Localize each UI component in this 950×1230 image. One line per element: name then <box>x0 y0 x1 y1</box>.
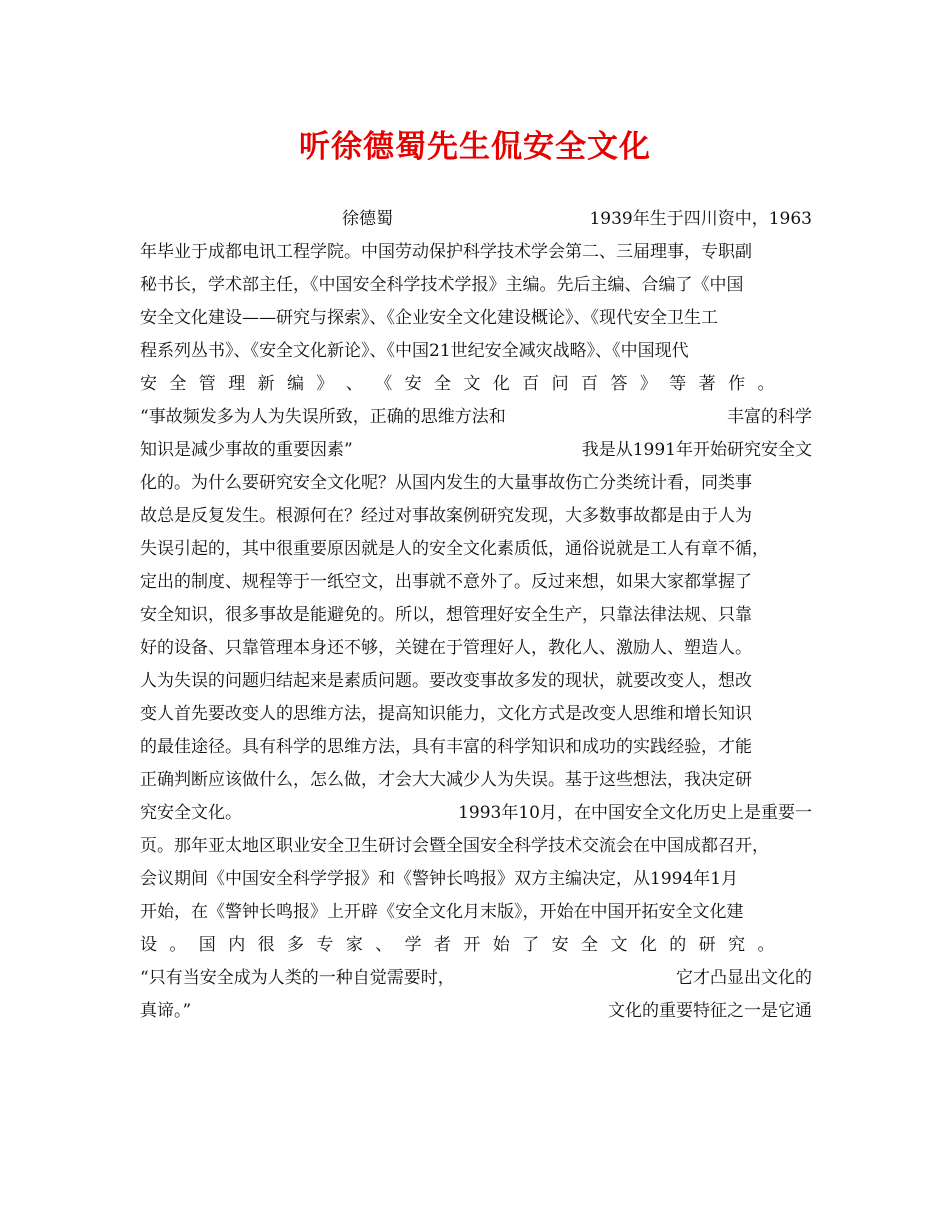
text-line: 化的。为什么要研究安全文化呢？从国内发生的大量事故伤亡分类统计看，同类事 <box>140 473 752 493</box>
text-line <box>140 434 812 467</box>
text-line: 安全文化建设——研究与探索》、《企业安全文化建设概论》、《现代安全卫生工 <box>140 308 718 328</box>
author-name: 徐德蜀 <box>342 209 393 229</box>
text-segment: 1993年10月，在中国安全文化历史上是重要一 <box>458 803 812 823</box>
text-line: 的最佳途径。具有科学的思维方法，具有丰富的科学知识和成功的实践经验，才能 <box>140 737 752 757</box>
text-line: 设 。 国 内 很 多 专 家 、 学 者 开 始 了 安 全 文 化 的 研 究 。 <box>140 935 775 955</box>
text-segment: 1939年生于四川资中，1963 <box>589 209 812 229</box>
text-line: 好的设备、只靠管理本身还不够，关键在于管理好人，教化人、激励人、塑造人。 <box>140 638 752 658</box>
quote-text: 它才凸显出文化的 <box>676 968 812 988</box>
text-segment: 文化的重要特征之一是它通 <box>608 1001 812 1021</box>
quote-text: 知识是减少事故的重要因素” <box>140 440 353 460</box>
text-line: 秘书长，学术部主任，《中国安全科学技术学报》主编。先后主编、合编了《中国 <box>140 275 744 295</box>
text-line <box>140 797 812 830</box>
text-line: 页。那年亚太地区职业安全卫生研讨会暨全国安全科学技术交流会在中国成都召开， <box>140 836 769 856</box>
text-line: 正确判断应该做什么，怎么做，才会大大减少人为失误。基于这些想法，我决定研 <box>140 770 752 790</box>
quote-text: 丰富的科学 <box>727 407 812 427</box>
quote-text: 真谛。” <box>140 1001 192 1021</box>
text-line: 安 全 管 理 新 编 》 、 《 安 全 文 化 百 问 百 答 》 等 著 作 。 <box>140 374 775 394</box>
text-line: 会议期间《中国安全科学学报》和《警钟长鸣报》双方主编决定，从1994年1月 <box>140 869 739 889</box>
text-line <box>140 203 812 236</box>
quote-text: “只有当安全成为人类的一种自觉需要时， <box>140 968 455 988</box>
text-line: 程系列丛书》、《安全文化新论》、《中国21世纪安全减灾战略》、《中国现代 <box>140 341 689 361</box>
quote-text: “事故频发多为人为失误所致，正确的思维方法和 <box>140 407 506 427</box>
text-line: 人为失误的问题归结起来是素质问题。要改变事故多发的现状，就要改变人，想改 <box>140 671 752 691</box>
text-line: 变人首先要改变人的思维方法，提高知识能力，文化方式是改变人思维和增长知识 <box>140 704 752 724</box>
text-segment: 究安全文化。 <box>140 803 242 823</box>
text-line <box>140 995 812 1028</box>
article-body <box>140 203 812 1028</box>
document-title: 听徐德蜀先生侃安全文化 <box>299 129 651 165</box>
text-line: 定出的制度、规程等于一纸空文，出事就不意外了。反过来想，如果大家都掌握了 <box>140 572 752 592</box>
text-line: 开始，在《警钟长鸣报》上开辟《安全文化月末版》，开始在中国开拓安全文化建 <box>140 902 744 922</box>
text-line: 失误引起的，其中很重要原因就是人的安全文化素质低，通俗说就是工人有章不循， <box>140 539 769 559</box>
text-line: 故总是反复发生。根源何在？经过对事故案例研究发现，大多数事故都是由于人为 <box>140 506 752 526</box>
text-line: 安全知识，很多事故是能避免的。所以，想管理好安全生产，只靠法律法规、只靠 <box>140 605 752 625</box>
text-line <box>140 401 812 434</box>
text-line <box>140 962 812 995</box>
text-line: 年毕业于成都电讯工程学院。中国劳动保护科学技术学会第二、三届理事，专职副 <box>140 242 752 262</box>
text-segment: 我是从1991年开始研究安全文 <box>581 440 812 460</box>
